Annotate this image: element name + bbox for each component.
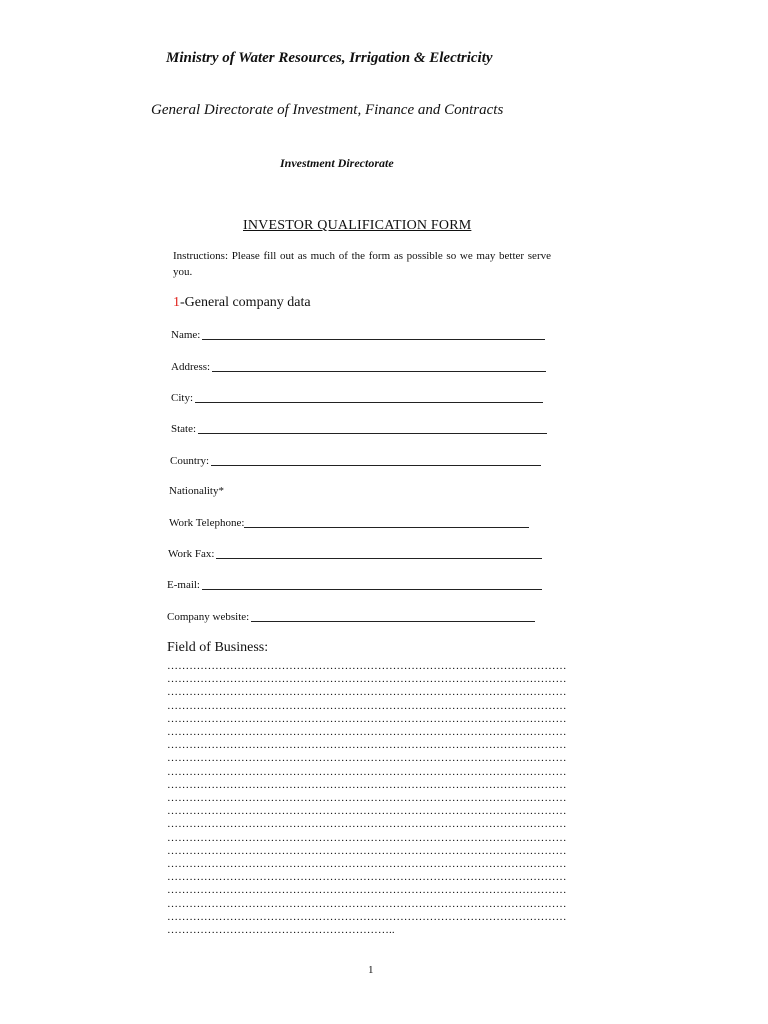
email-field[interactable] (167, 578, 542, 591)
dotted-line[interactable]: ……………………………………………………………………………………………… (167, 739, 567, 752)
investment-directorate-title: Investment Directorate (280, 156, 394, 170)
state-label: State: (171, 423, 197, 435)
dotted-line[interactable]: ……………………………………………………………………………………………… (167, 858, 567, 870)
company-website-label: Company website: (167, 611, 250, 623)
email-label: E-mail: (167, 579, 200, 591)
page-number: 1 (368, 964, 374, 976)
general-directorate-title: General Directorate of Investment, Finance and Contracts (151, 102, 504, 118)
name-field[interactable] (171, 328, 545, 341)
dotted-line[interactable]: ……………………………………………………………………………………………… (167, 805, 567, 818)
dotted-line[interactable]: ……………………………………………………………………………………………… (167, 844, 567, 857)
company-website-field[interactable] (167, 610, 535, 623)
dotted-line[interactable]: ……………………………………………………………………………………………… (167, 884, 567, 897)
email-input-line[interactable] (202, 578, 542, 590)
section-title: -General company data (180, 295, 311, 310)
work-telephone-field[interactable] (169, 516, 529, 529)
dotted-line[interactable]: ……………………………………………………………………………………………… (167, 699, 567, 712)
state-field[interactable] (171, 422, 547, 435)
state-input-line[interactable] (198, 422, 547, 434)
dotted-line[interactable]: ……………………………………………………………………………………………… (167, 752, 567, 765)
address-label: Address: (171, 361, 211, 373)
dotted-line[interactable]: ……………………………………………………………………………………………… (167, 910, 567, 923)
name-label: Name: (171, 329, 201, 341)
instructions-text: Instructions: Please fill out as much of the form as possible so we may better serve you. (173, 250, 551, 278)
work-fax-label: Work Fax: (168, 548, 215, 560)
name-input-line[interactable] (202, 328, 545, 340)
dotted-line[interactable]: ……………………………………………………………………………………………… (167, 871, 567, 884)
field-of-business-heading: Field of Business: (167, 640, 269, 655)
dotted-line[interactable]: ……………………………………………………………………………………………… (167, 765, 567, 778)
work-telephone-label: Work Telephone: (169, 517, 245, 529)
country-field[interactable] (170, 454, 541, 467)
address-input-line[interactable] (212, 360, 546, 372)
address-field[interactable] (171, 360, 546, 373)
dotted-line[interactable]: ……………………………………………………………………………………………… (167, 726, 567, 738)
section-number: 1 (173, 295, 180, 310)
dotted-line[interactable]: ……………………………………………………………………………………………… (167, 712, 567, 725)
dotted-line[interactable]: ……………………………………………………………………………………………… (167, 660, 567, 672)
company-website-input-line[interactable] (251, 610, 535, 622)
country-input-line[interactable] (211, 454, 541, 466)
work-telephone-input-line[interactable] (244, 516, 529, 528)
dotted-line[interactable]: ……………………………………………………………………………………………… (167, 792, 567, 804)
city-field[interactable] (171, 391, 543, 404)
form-title: INVESTOR QUALIFICATION FORM (243, 218, 472, 233)
ministry-title: Ministry of Water Resources, Irrigation & Electricity (166, 50, 493, 66)
work-fax-field[interactable] (168, 547, 542, 560)
dotted-line[interactable]: ……………………………………………………………………………………………… (167, 686, 567, 699)
dotted-line[interactable]: ……………………………………………………………………………………………… (167, 818, 567, 831)
nationality-label: Nationality* (169, 485, 224, 497)
nationality-field (169, 485, 224, 497)
work-fax-input-line[interactable] (216, 547, 542, 559)
section-heading (173, 295, 311, 311)
dotted-line[interactable]: …………………………………………………….. (167, 924, 395, 936)
dotted-line[interactable]: ……………………………………………………………………………………………… (167, 673, 567, 686)
city-input-line[interactable] (195, 391, 543, 403)
dotted-line[interactable]: ……………………………………………………………………………………………… (167, 897, 567, 910)
dotted-line[interactable]: ……………………………………………………………………………………………… (167, 778, 567, 791)
country-label: Country: (170, 455, 210, 467)
dotted-line[interactable]: ……………………………………………………………………………………………… (167, 831, 567, 844)
city-label: City: (171, 392, 194, 404)
